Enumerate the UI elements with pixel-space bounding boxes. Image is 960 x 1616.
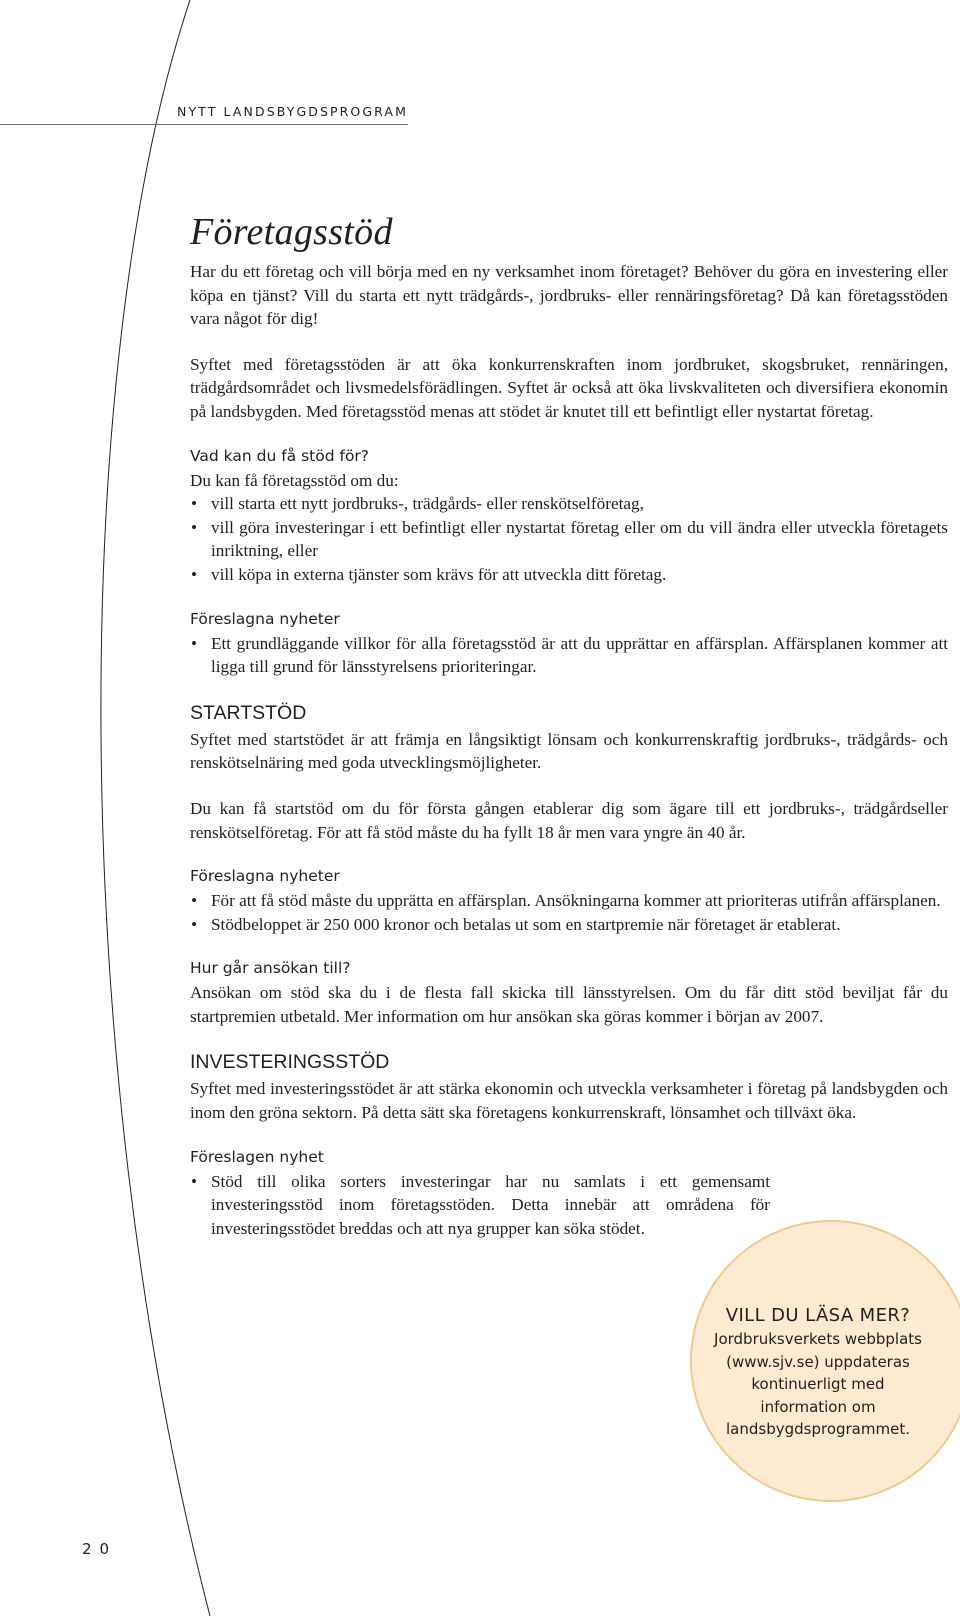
callout-line: (www.sjv.se) uppdateras [726,1352,910,1371]
what-for-heading: Vad kan du få stöd för? [190,446,370,465]
apply-heading: Hur går ansökan till? [190,959,351,978]
startstod-news-list [190,889,948,936]
callout-line: landsbygdsprogrammet. [726,1420,910,1439]
startstod-paragraph-1: Syftet med startstödet är att främja en långsiktigt lönsam och konkurrenskraftig jordbruks-, trädgårds- och renskötselnäring med goda utvecklingsmöjligheter. [190,729,948,773]
callout-text [690,1304,946,1441]
list-item: • Stödbeloppet är 250 000 kronor och betalas ut som en startpremie när företaget är etablerat. [190,913,948,937]
list-item: • vill starta ett nytt jordbruks-, trädgårds- eller renskötselföretag, [190,492,948,516]
investeringsstod-news-heading: Föreslagen nyhet [190,1147,324,1166]
callout-line: information om [760,1397,876,1416]
list-item: • För att få stöd måste du upprätta en affärsplan. Ansökningarna kommer att prioriteras utifrån affärsplanen. [190,889,948,913]
callout-line: kontinuerligt med [751,1375,885,1394]
startstod-heading: STARTSTÖD [190,701,307,724]
list-item: • Ett grundläggande villkor för alla företagsstöd är att du upprättar en affärsplan. Affärsplanen kommer att ligga till grund för länsstyrelsens prioriteringar. [190,632,948,679]
main-content [190,210,948,1240]
callout-body [690,1328,946,1441]
intro-paragraph-2: Syftet med företagsstöden är att öka konkurrenskraften inom jordbruket, skogsbruket, rennäringen, trädgårdsområdet och livsmedelsförädlingen. Syftet är också att öka livskvaliteten och diversifiera ekonomin på landsbygden. Med företagsstöd menas att stödet är knutet till ett befintligt eller nystartat företag. [190,354,948,421]
startstod-paragraph-2: Du kan få startstöd om du för första gången etablerar dig som ägare till ett jordbruks-, trädgårdseller renskötselföretag. För att få stöd måste du ha fyllt 18 år men vara yngre än 40 år. [190,798,948,842]
startstod-news-heading: Föreslagna nyheter [190,867,340,886]
running-header: NYTT LANDSBYGDSPROGRAM [177,104,408,119]
intro-paragraph-1: Har du ett företag och vill börja med en ny verksamhet inom företaget? Behöver du göra en investering eller köpa en tjänst? Vill du starta ett nytt trädgårds-, jordbruks- eller rennäringsföretag? Då kan företagsstöden vara något för dig! [190,262,948,329]
callout-title: VILL DU LÄSA MER? [725,1305,911,1326]
investeringsstod-paragraph: Syftet med investeringsstödet är att stärka ekonomin och utveckla verksamheter i företag på landsbygden och inom den gröna sektorn. På detta sätt ska företagens konkurrenskraft, lönsamhet och tillväxt öka. [190,1079,948,1123]
investeringsstod-news-list [190,1170,770,1241]
page-number: 20 [82,1540,118,1558]
page-title: Företagsstöd [190,211,393,253]
header-rule [0,124,408,125]
list-item: • vill göra investeringar i ett befintligt eller nystartat företag eller om du vill ändra eller utveckla företagets inriktning, eller [190,516,948,563]
what-for-lead: Du kan få företagsstöd om du: [190,470,399,490]
investeringsstod-heading: INVESTERINGSSTÖD [190,1051,390,1074]
news-heading: Föreslagna nyheter [190,609,340,628]
what-for-list [190,492,948,586]
list-item: • vill köpa in externa tjänster som krävs för att utveckla ditt företag. [190,563,948,587]
callout-line: Jordbruksverkets webbplats [714,1330,922,1348]
news-list [190,632,948,679]
list-item: • Stöd till olika sorters investeringar har nu samlats i ett gemensamt investeringsstöd inom företagsstöden. Detta innebär att områdena för investeringsstödet breddas och att nya grupper kan söka stödet. [190,1170,770,1241]
apply-paragraph: Ansökan om stöd ska du i de flesta fall skicka till länsstyrelsen. Om du får ditt stöd beviljat får du startpremien utbetald. Mer information om hur ansökan ska göras kommer i början av 2007. [190,983,948,1026]
